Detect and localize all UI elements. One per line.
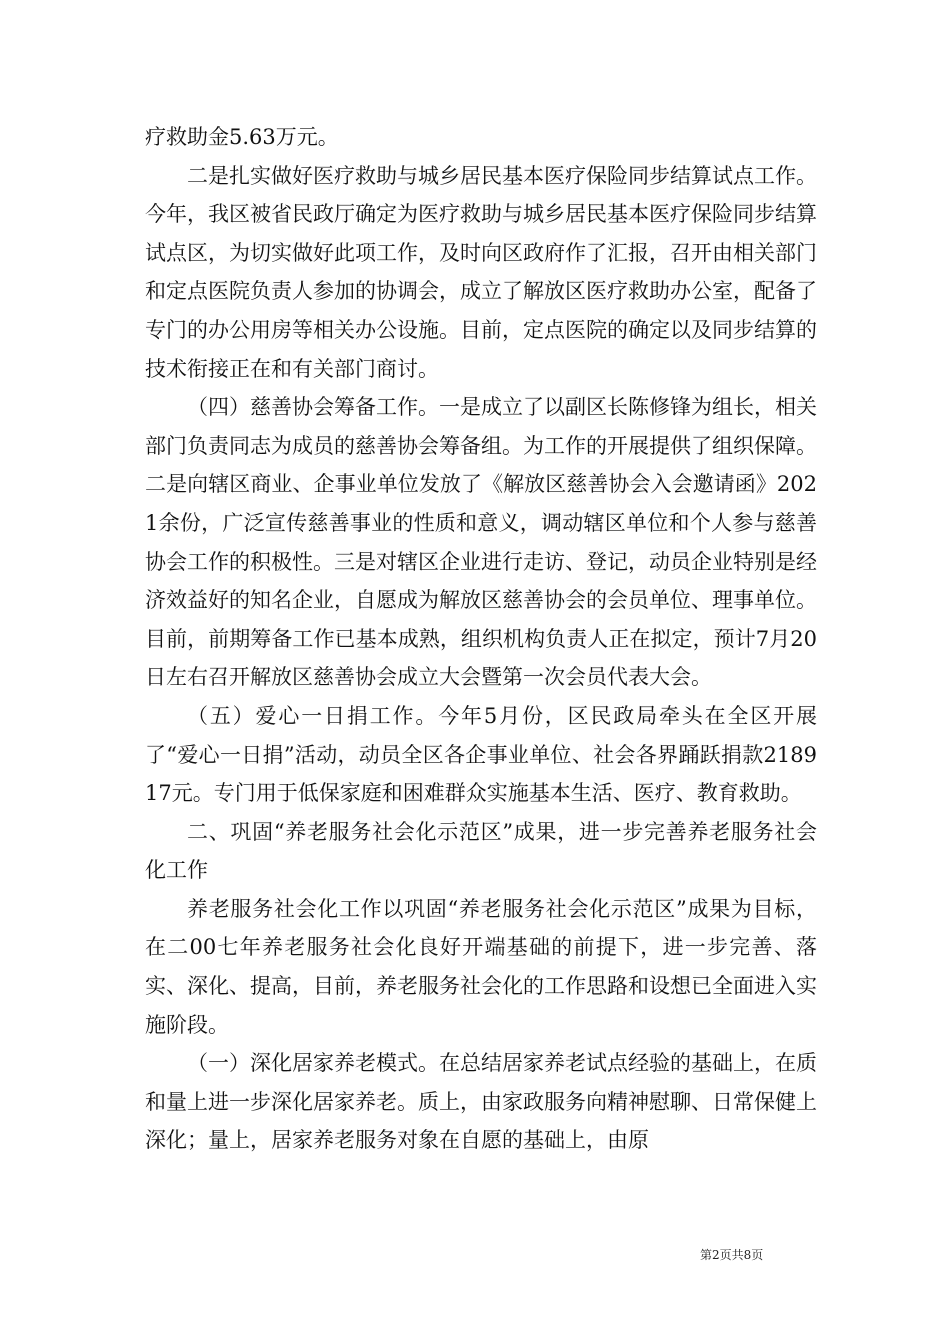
document-body: [145, 118, 817, 1160]
paragraph-6: 养老服务社会化工作以巩固“养老服务社会化示范区”成果为目标，在二00七年养老服务社会化良好开端基础的前提下，进一步完善、落实、深化、提高，目前，养老服务社会化的工作思路和设想已全面进入实施阶段。: [145, 896, 817, 1037]
paragraph-1: 疗救助金5.63万元。: [145, 125, 339, 149]
paragraph-2: 二是扎实做好医疗救助与城乡居民基本医疗保险同步结算试点工作。今年，我区被省民政厅确定为医疗救助与城乡居民基本医疗保险同步结算试点区，为切实做好此项工作，及时向区政府作了汇报，召开由相关部门和定点医院负责人参加的协调会，成立了解放区医疗救助办公室，配备了专门的办公用房等相关办公设施。目前，定点医院的确定以及同步结算的技术衔接正在和有关部门商讨。: [145, 163, 817, 381]
paragraph-4: （五）爱心一日捐工作。今年5月份，区民政局牵头在全区开展了“爱心一日捐”活动，动员全区各企事业单位、社会各界踊跃捐款218917元。专门用于低保家庭和困难群众实施基本生活、医疗、教育救助。: [145, 703, 817, 806]
paragraph-7: （一）深化居家养老模式。在总结居家养老试点经验的基础上，在质和量上进一步深化居家养老。质上，由家政服务向精神慰聊、日常保健上深化；量上，居家养老服务对象在自愿的基础上，由原: [145, 1051, 817, 1153]
section-heading: 二、巩固“养老服务社会化示范区”成果，进一步完善养老服务社会化工作: [145, 819, 817, 883]
paragraph-3: （四）慈善协会筹备工作。一是成立了以副区长陈修锋为组长，相关部门负责同志为成员的慈善协会筹备组。为工作的开展提供了组织保障。二是向辖区商业、企事业单位发放了《解放区慈善协会入会邀请函》2021余份，广泛宣传慈善事业的性质和意义，调动辖区单位和个人参与慈善协会工作的积极性。三是对辖区企业进行走访、登记，动员企业特别是经济效益好的知名企业，自愿成为解放区慈善协会的会员单位、理事单位。目前，前期筹备工作已基本成熟，组织机构负责人正在拟定，预计7月20日左右召开解放区慈善协会成立大会暨第一次会员代表大会。: [145, 395, 817, 690]
page-number-footer: 第2页共8页: [700, 1248, 764, 1262]
